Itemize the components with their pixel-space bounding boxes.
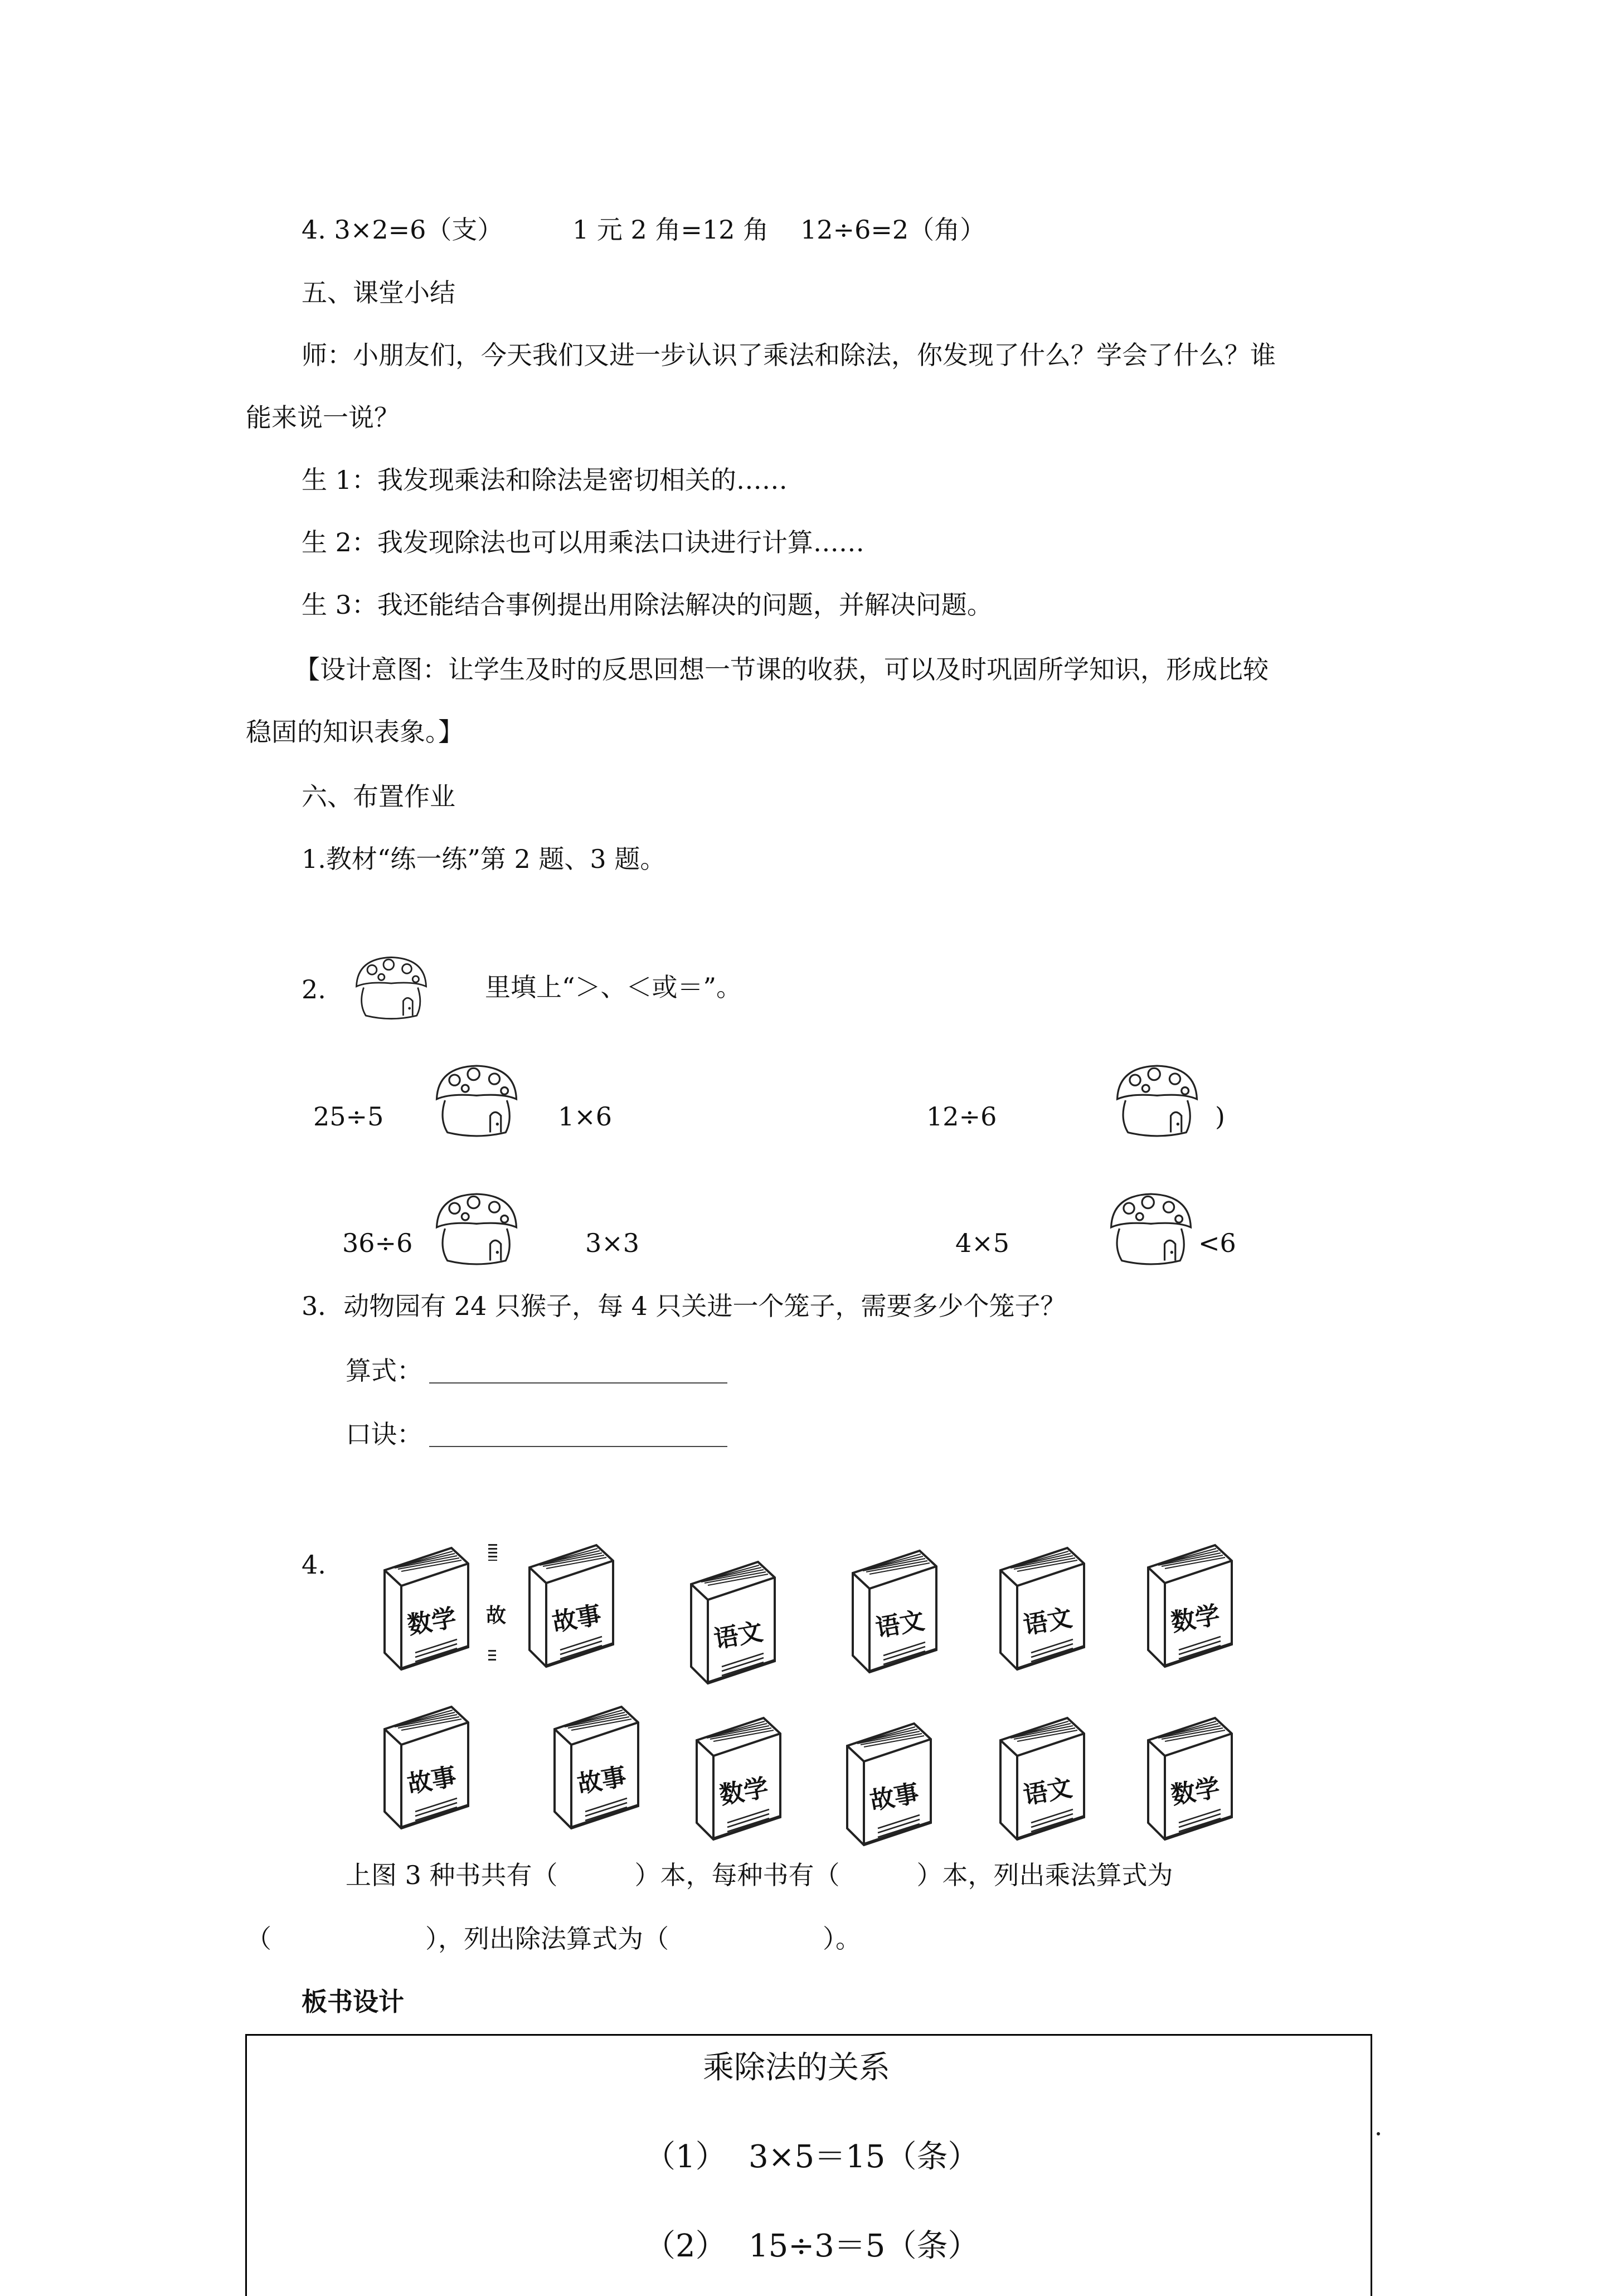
book-label: 故事 xyxy=(868,1779,921,1816)
formula-answer-line[interactable] xyxy=(429,1382,727,1384)
book-label: 数学 xyxy=(1169,1773,1222,1810)
q2-item-2-right: ) xyxy=(1215,1101,1225,1132)
answer-4-part1: 4. 3×2=6（支） xyxy=(302,215,503,245)
q2-item-2-left: 12÷6 xyxy=(926,1101,997,1132)
book-icon xyxy=(513,1538,624,1672)
stray-dot xyxy=(1377,2132,1380,2135)
teacher-line-1: 师：小朋友们，今天我们又进一步认识了乘法和除法，你发现了什么？学会了什么？谁 xyxy=(302,340,1276,370)
board-line-2-num: （2） xyxy=(644,2228,727,2264)
answer-4-part3: 12÷6=2（角） xyxy=(800,215,986,245)
partial-book-label: 故 xyxy=(486,1604,507,1627)
book-icon xyxy=(368,1700,479,1834)
partial-book-icon xyxy=(486,1544,507,1678)
q4-number: 4. xyxy=(302,1550,326,1580)
design-intent-line-2: 稳固的知识表象。】 xyxy=(246,717,464,747)
board-line-1-num: （1） xyxy=(644,2139,727,2175)
student-2: 生 2：我发现除法也可以用乘法口诀进行计算…… xyxy=(302,527,864,557)
book-label: 故事 xyxy=(405,1762,459,1799)
book-icon xyxy=(538,1700,649,1834)
mushroom-icon xyxy=(1106,1190,1196,1268)
book-label: 故事 xyxy=(550,1600,604,1638)
q2-item-4-right: <6 xyxy=(1198,1228,1236,1258)
teacher-line-2: 能来说一说？ xyxy=(246,402,400,433)
book-icon xyxy=(984,1711,1095,1845)
book-icon xyxy=(674,1555,786,1689)
q3-rhyme-label: 口诀： xyxy=(346,1419,422,1449)
book-label: 故事 xyxy=(575,1762,629,1799)
book-label: 语文 xyxy=(1021,1773,1075,1810)
book-label: 数学 xyxy=(1169,1600,1222,1638)
student-1: 生 1：我发现乘法和除法是密切相关的…… xyxy=(302,465,788,495)
book-icon xyxy=(680,1711,791,1845)
q2-item-4-left: 4×5 xyxy=(955,1228,1010,1258)
book-icon xyxy=(1131,1538,1243,1672)
student-3: 生 3：我还能结合事例提出用除法解决的问题，并解决问题。 xyxy=(302,590,993,620)
board-box xyxy=(245,2034,1372,2296)
book-label: 语文 xyxy=(1021,1603,1075,1640)
q2-instruction: 里填上“＞、＜或＝”。 xyxy=(485,972,742,1002)
board-heading: 板书设计 xyxy=(302,1987,404,2017)
q4-text-line-1: 上图 3 种书共有（ ）本，每种书有（ ）本，列出乘法算式为 xyxy=(346,1860,1173,1890)
section6-title: 六、布置作业 xyxy=(302,781,455,812)
q3-formula-label: 算式： xyxy=(346,1356,422,1386)
book-label: 语文 xyxy=(873,1606,927,1643)
design-intent-line-1: 【设计意图：让学生及时的反思回想一节课的收获，可以及时巩固所学知识，形成比较 xyxy=(294,654,1269,685)
book-label: 数学 xyxy=(405,1603,459,1640)
q3-question: 3．动物园有 24 只猴子，每 4 只关进一个笼子，需要多少个笼子？ xyxy=(302,1291,1066,1321)
q2-item-3-right: 3×3 xyxy=(585,1228,640,1258)
book-icon xyxy=(830,1717,942,1851)
book-icon xyxy=(1131,1711,1243,1845)
book-label: 语文 xyxy=(712,1617,765,1654)
book-icon xyxy=(836,1544,948,1678)
q4-text-line-2: （ ），列出除法算式为（ ）。 xyxy=(246,1924,861,1954)
book-label: 数学 xyxy=(717,1773,771,1810)
book-icon xyxy=(368,1541,479,1675)
homework-1: 1.教材“练一练”第 2 题、3 题。 xyxy=(302,844,666,874)
q2-item-1-right: 1×6 xyxy=(558,1101,613,1132)
mushroom-icon xyxy=(432,1062,521,1140)
board-title: 乘除法的关系 xyxy=(703,2050,890,2086)
q2-number: 2. xyxy=(302,974,326,1004)
book-icon xyxy=(984,1541,1095,1675)
mushroom-icon xyxy=(432,1190,521,1268)
board-line-1-eq: 3×5＝15（条） xyxy=(749,2139,979,2175)
q2-item-3-left: 36÷6 xyxy=(342,1228,413,1258)
mushroom-icon xyxy=(1112,1062,1202,1140)
q2-item-1-left: 25÷5 xyxy=(313,1101,384,1132)
answer-4-part2: 1 元 2 角=12 角 xyxy=(572,215,769,245)
mushroom-icon xyxy=(352,953,430,1023)
rhyme-answer-line[interactable] xyxy=(429,1446,727,1447)
section5-title: 五、课堂小结 xyxy=(302,278,455,308)
board-line-2-eq: 15÷3＝5（条） xyxy=(749,2228,979,2264)
